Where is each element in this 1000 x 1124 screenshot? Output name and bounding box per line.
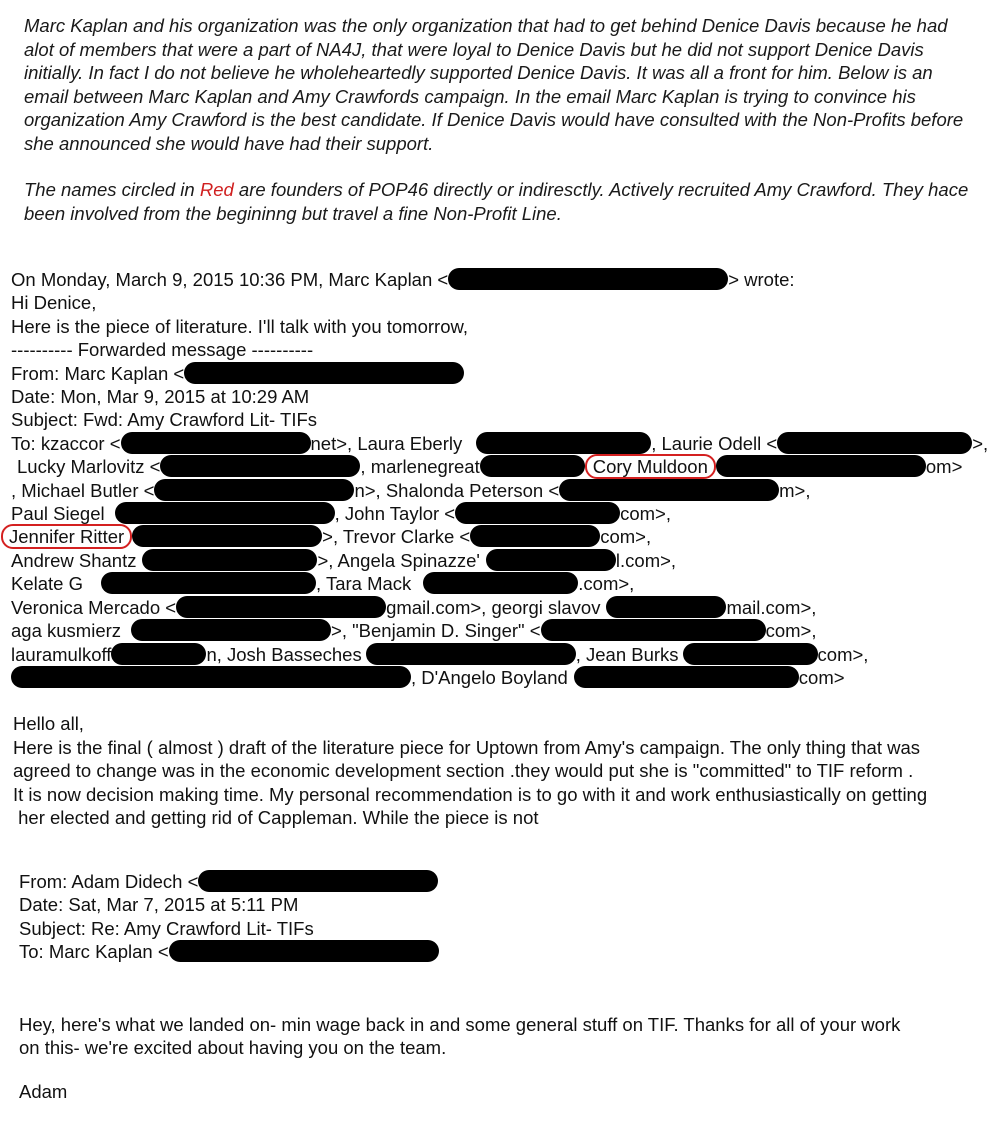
recipient-text: >, Trevor Clarke < — [322, 526, 471, 548]
recipients-line-1 — [11, 432, 996, 455]
header-text: On Monday, March 9, 2015 10:36 PM, Marc Kaplan < — [11, 269, 449, 290]
body-greeting: Hello all, — [13, 713, 84, 734]
recipient-text: , Michael Butler < — [11, 479, 155, 501]
redaction-bar — [184, 362, 464, 384]
reply-from-line — [19, 870, 979, 893]
recipient-text: >, Angela Spinazze' — [317, 549, 480, 571]
redaction-bar — [176, 596, 386, 618]
redaction-bar — [101, 572, 316, 594]
redaction-bar — [142, 549, 317, 571]
signature: Adam — [19, 1081, 68, 1102]
greeting: Hi Denice, — [11, 292, 97, 314]
recipients-line-11 — [11, 666, 996, 689]
recipients-line-4 — [11, 502, 996, 525]
recipient-text: , Jean Burks — [575, 643, 679, 665]
recipient-text: To: kzaccor < — [11, 432, 121, 454]
recipients-line-9 — [11, 619, 996, 642]
recipient-text: com>, — [620, 503, 671, 525]
recipient-text: Veronica Mercado < — [11, 596, 177, 618]
recipients-line-6 — [11, 549, 996, 572]
recipient-text: gmail.com>, georgi slavov — [386, 596, 601, 618]
fwd-from-line — [11, 362, 996, 385]
fwd-date: Date: Mon, Mar 9, 2015 at 10:29 AM — [11, 386, 310, 408]
redaction-bar — [480, 455, 585, 477]
forwarded-separator: ---------- Forwarded message ---------- — [11, 339, 314, 361]
recipients-line-10 — [11, 643, 996, 666]
intro-paragraph-2 — [24, 178, 974, 225]
recipients-line-5 — [11, 525, 996, 548]
redaction-bar — [366, 643, 576, 665]
body-line: It is now decision making time. My personal recommendation is to go with it and work enthusiastically on getting — [13, 783, 928, 805]
redaction-bar — [559, 479, 779, 501]
redaction-bar — [132, 525, 322, 547]
recipient-text: , Laurie Odell < — [651, 432, 778, 454]
recipient-text: m>, — [779, 479, 811, 501]
redaction-bar — [574, 666, 799, 688]
recipient-text: , marlenegreat — [360, 456, 480, 478]
reply-header — [19, 870, 979, 964]
redaction-bar — [541, 619, 766, 641]
intro-p2-before: The names circled in — [24, 179, 200, 200]
reply-subject: Subject: Re: Amy Crawford Lit- TIFs — [19, 917, 314, 939]
recipient-text: om> — [925, 456, 963, 478]
circled-name-jennifer-ritter: Jennifer Ritter — [1, 524, 132, 549]
recipients-line-3 — [11, 479, 996, 502]
redaction-bar — [131, 619, 331, 641]
recipient-text: Andrew Shantz — [11, 549, 137, 571]
recipient-text: , D'Angelo Boyland — [411, 666, 568, 688]
reply-body — [19, 1013, 979, 1060]
from-label: From: Marc Kaplan < — [11, 362, 185, 384]
body-line: Here is the final ( almost ) draft of the literature piece for Uptown from Amy's campaign. The only thing that was — [13, 736, 921, 758]
email-header-line — [11, 268, 996, 291]
body-line: her elected and getting rid of Cappleman. While the piece is not — [13, 807, 539, 829]
reply-body-line: on this- we're excited about having you on the team. — [19, 1037, 447, 1059]
recipients-line-2 — [11, 455, 996, 478]
circled-name-cory-muldoon: Cory Muldoon — [585, 454, 716, 479]
recipients-line-7 — [11, 572, 996, 595]
recipient-text: n, Josh Basseches — [206, 643, 362, 665]
forwarded-email-header — [11, 268, 996, 689]
redaction-bar — [111, 643, 206, 665]
recipient-text: Kelate G — [11, 573, 83, 595]
reply-body-line: Hey, here's what we landed on- min wage back in and some general stuff on TIF. Thanks for all of your work — [19, 1014, 901, 1035]
header-wrote: > wrote: — [728, 269, 795, 290]
red-word: Red — [199, 179, 234, 200]
intro-paragraph-1: Marc Kaplan and his organization was the only organization that had to get behind Denice Davis because he had alot of members that were a part of NA4J, that were loyal to Denice Davis but he did not support Denice Davis initially. In fact I do not believe he wholeheartedly supported Denice Davis. It was all a front for him. Below is an email between Marc Kaplan and Amy Crawfords campaign. In the email Marc Kaplan is trying to convince his organization Amy Crawford is the best candidate. If Denice Davis would have consulted with the Non-Profits before she announced she would have had their support. — [24, 15, 964, 154]
redaction-bar — [423, 572, 578, 594]
redaction-bar — [448, 268, 728, 290]
reply-date: Date: Sat, Mar 7, 2015 at 5:11 PM — [19, 894, 299, 916]
message-body — [13, 712, 993, 830]
recipient-text: lauramulkoff — [11, 643, 112, 665]
redaction-bar — [198, 870, 438, 892]
redaction-bar — [606, 596, 726, 618]
recipient-text: l.com>, — [615, 549, 677, 571]
recipient-text: >, "Benjamin D. Singer" < — [331, 620, 541, 642]
redaction-bar — [486, 549, 616, 571]
recipient-text: mail.com>, — [726, 596, 817, 618]
redaction-bar — [169, 940, 439, 962]
reply-to-line — [19, 940, 979, 963]
redaction-bar — [683, 643, 818, 665]
recipient-text: n>, Shalonda Peterson < — [354, 479, 560, 501]
redaction-bar — [11, 666, 411, 688]
redaction-bar — [121, 432, 311, 454]
recipient-text: aga kusmierz — [11, 620, 122, 642]
intro-commentary — [24, 14, 974, 225]
redaction-bar — [476, 432, 651, 454]
reply-to: To: Marc Kaplan < — [19, 941, 169, 963]
recipient-text: >, — [972, 432, 989, 454]
redaction-bar — [154, 479, 354, 501]
recipient-text: com>, — [600, 526, 652, 548]
intro-p2-after: are founders of POP46 directly or indiresctly. Actively recruited Amy Crawford. They hace been involved from the begininng but travel a fine Non-Profit Line. — [24, 179, 969, 224]
redaction-bar — [455, 502, 620, 524]
recipient-text: net>, Laura Eberly — [310, 432, 463, 454]
recipients-line-8 — [11, 596, 996, 619]
recipient-text: com>, — [817, 643, 869, 665]
redaction-bar — [716, 455, 926, 477]
recipient-text: .com>, — [578, 573, 635, 595]
redaction-bar — [160, 455, 360, 477]
recipient-text: com>, — [765, 620, 817, 642]
email-line: Here is the piece of literature. I'll talk with you tomorrow, — [11, 315, 468, 337]
redaction-bar — [777, 432, 972, 454]
recipient-text: com> — [798, 666, 845, 688]
reply-from: From: Adam Didech < — [19, 871, 199, 892]
body-line: agreed to change was in the economic development section .they would put she is "committed" to TIF reform . — [13, 760, 914, 782]
redaction-bar — [115, 502, 335, 524]
redaction-bar — [470, 525, 600, 547]
recipient-text: Lucky Marlovitz < — [17, 456, 161, 478]
recipient-text: , John Taylor < — [334, 503, 456, 525]
fwd-subject: Subject: Fwd: Amy Crawford Lit- TIFs — [11, 409, 318, 431]
recipient-text: Paul Siegel — [11, 503, 105, 525]
recipient-text: , Tara Mack — [316, 573, 412, 595]
